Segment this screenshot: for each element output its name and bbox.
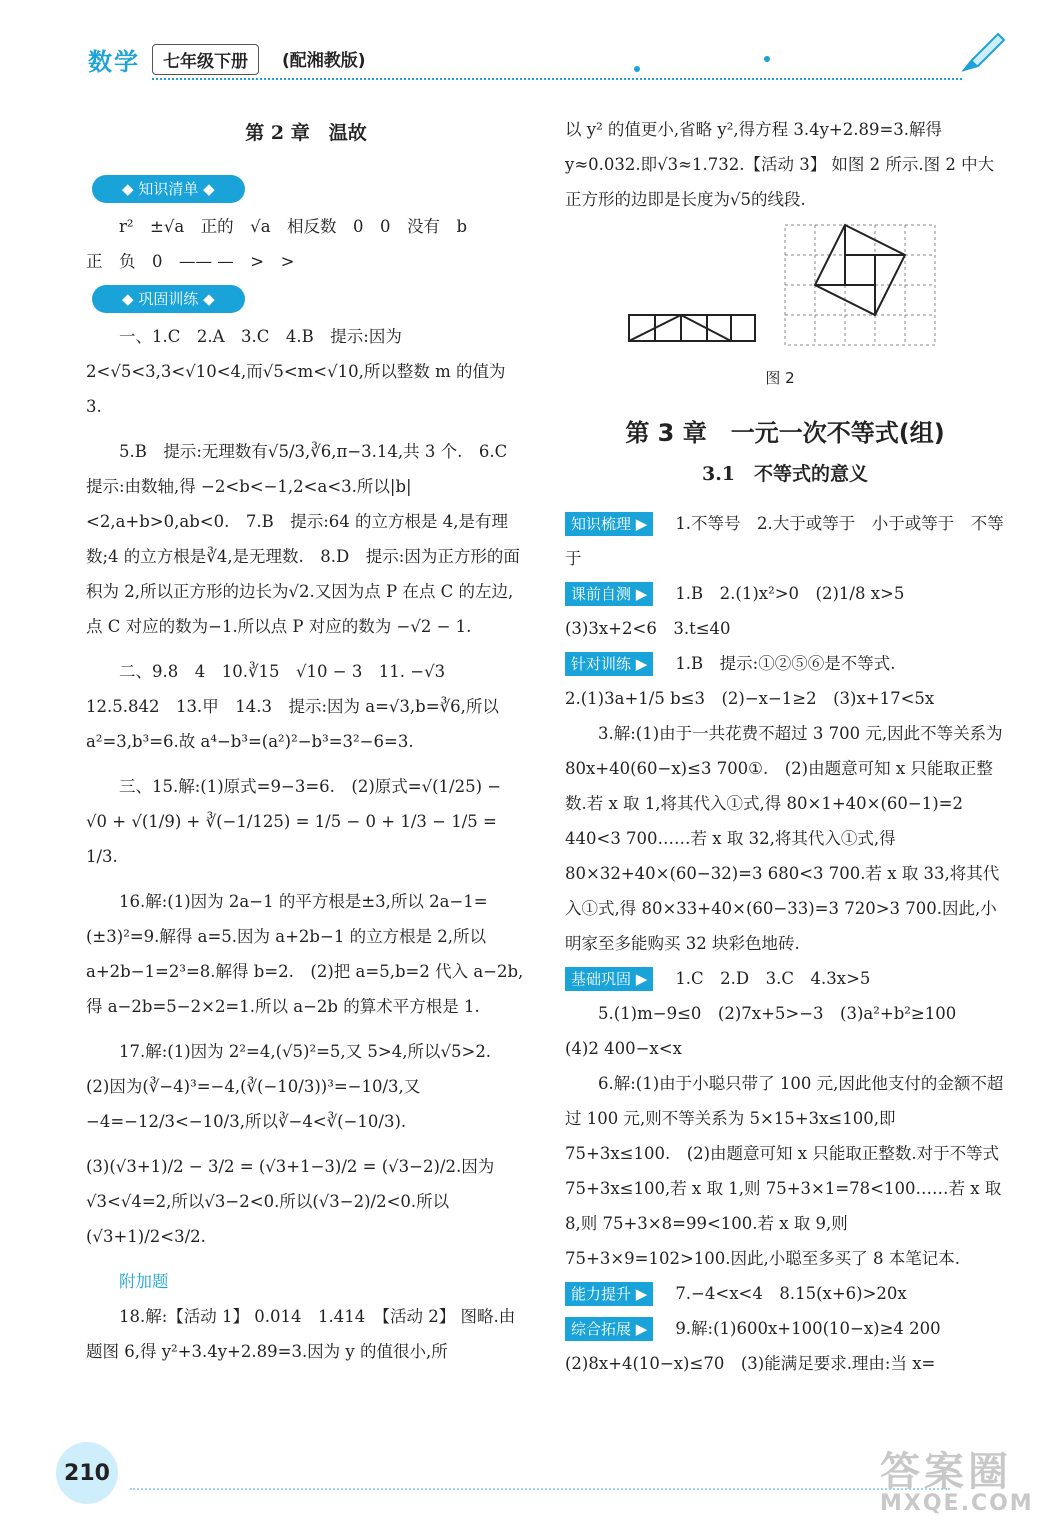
answer-paragraph: 以 y² 的值更小,省略 y²,得方程 3.4y+2.89=3.解得 y≈0.032.即√3≈1.732.【活动 3】 如图 2 所示.图 2 中大正方形的边即是长度为√5的线段. <box>565 120 995 209</box>
header-dot <box>634 66 640 72</box>
tag-comprehensive: 综合拓展 ▶ <box>565 1317 653 1341</box>
tag-ability: 能力提升 ▶ <box>565 1282 653 1306</box>
section-pill-knowledge: ◆ 知识清单 ◆ <box>92 175 245 203</box>
tag-targeted: 针对训练 ▶ <box>565 652 653 676</box>
knowledge-line: r² ±√a 正的 √a 相反数 0 0 没有 b <box>119 217 468 236</box>
page-number: 210 <box>56 1442 118 1504</box>
answer-paragraph: 2.(1)3a+1/5 b≤3 (2)−x−1≥2 (3)x+17<5x <box>565 689 935 708</box>
answer-block: 课前自测 ▶ 1.B 2.(1)x²>0 (2)1/8 x>5 (3)3x+2<6 3.t≤40 <box>565 584 921 638</box>
subject-label: 数学 <box>88 48 140 76</box>
answer-block: 能力提升 ▶ 7.−4<x<4 8.15(x+6)>20x <box>565 1276 1005 1311</box>
answer-paragraph: 16.解:(1)因为 2a−1 的平方根是±3,所以 2a−1=(±3)²=9.解得 a=5.因为 a+2b−1 的立方根是 2,所以 a+2b−1=2³=8.解得 b=2. (2)把 a=5,b=2 代入 a−2b,得 a−2b=5−2×2=1.所以 a−2b 的算术平方根是 1. <box>86 892 524 1016</box>
tag-knowledge-sort: 知识梳理 ▶ <box>565 512 653 536</box>
answer-paragraph: 三、15.解:(1)原式=9−3=6. (2)原式=√(1/25) − √0 + √(1/9) + ∛(−1/125) = 1/5 − 0 + 1/3 − 1/5 = 1/3. <box>86 777 502 866</box>
answer-paragraph: 一、1.C 2.A 3.C 4.B 提示:因为 2<√5<3,3<√10<4,而√5<m<√10,所以整数 m 的值为 3. <box>86 327 506 416</box>
grade-label: 七年级下册 <box>152 44 259 75</box>
answer-paragraph: 17.解:(1)因为 2²=4,(√5)²=5,又 5>4,所以√5>2. (2)因为(∛−4)³=−4,(∛(−10/3))³=−10/3,又 −4=−12/3<−10/3,所以∛−4<∛(−10/3). <box>86 1042 508 1131</box>
answer-paragraph: 5.(1)m−9≤0 (2)7x+5>−3 (3)a²+b²≥100 (4)2 400−x<x <box>565 1004 973 1058</box>
figure-2-diagram <box>625 221 945 361</box>
answer-paragraph: 5.B 提示:无理数有√5/3,∛6,π−3.14,共 3 个. 6.C 提示:由数轴,得 −2<b<−1,2<a<3.所以|b|<2,a+b>0,ab<0. 7.B 提示:64 的立方根是 4,是有理数;4 的立方根是∛4,是无理数. 8.D 提示:因为正方形的面积为 2,所以正方形的边长为√2.又因为点 P 在点 C 的左边,点 C 对应的数为−1.所以点 P 对应的数为 −√2 − 1. <box>86 442 524 636</box>
section-pill-consolidate: ◆ 巩固训练 ◆ <box>92 285 245 313</box>
answer-paragraph: 12.5.842 13.甲 14.3 提示:因为 a=√3,b=∛6,所以 a²=3,b³=6.故 a⁴−b³=(a²)²−b³=3²−6=3. <box>86 697 499 751</box>
chapter2-title: 第 2 章 温故 <box>245 122 367 144</box>
answer-paragraph: 18.解:【活动 1】 0.014 1.414 【活动 2】 图略.由题图 6,得 y²+3.4y+2.89=3.因为 y 的值很小,所 <box>86 1307 516 1361</box>
section-title: 3.1 不等式的意义 <box>701 463 869 485</box>
tag-pre-class: 课前自测 ▶ <box>565 582 653 606</box>
answer-paragraph: 6.解:(1)由于小聪只带了 100 元,因此他支付的金额不超过 100 元,则不等关系为 5×15+3x≤100,即 75+3x≤100. (2)由题意可知 x 只能取正整数.对于不等式 75+3x≤100,若 x 取 1,则 75+3×1=78<100……若 x 取 8,则 75+3×8=99<100.若 x 取 9,则 75+3×9=102>100.因此,小聪至多买了 8 本笔记本. <box>565 1074 1004 1268</box>
knowledge-line: 正 负 0 —— — > > <box>86 252 295 271</box>
pen-icon <box>958 30 1008 74</box>
right-column <box>565 112 1005 1381</box>
watermark: 答案圈 MXQE.COM <box>880 1449 1034 1516</box>
edition-label: (配湘教版) <box>282 51 366 71</box>
answer-paragraph: (3)(√3+1)/2 − 3/2 = (√3+1−3)/2 = (√3−2)/2.因为√3<√4=2,所以√3−2<0.所以(√3−2)/2<0.所以(√3+1)/2<3/2. <box>86 1157 495 1246</box>
header-divider <box>152 78 962 80</box>
answer-block: 针对训练 ▶ 1.B 提示:①②⑤⑥是不等式. <box>565 646 1005 681</box>
figure-caption: 图 2 <box>765 369 795 387</box>
answer-paragraph: 二、9.8 4 10.∛15 √10 − 3 11. −√3 <box>119 662 446 681</box>
answer-block: 知识梳理 ▶ 1.不等号 2.大于或等于 小于或等于 不等于 <box>565 514 1004 568</box>
header-dot <box>764 56 770 62</box>
left-column <box>86 112 526 1369</box>
answer-paragraph: 3.解:(1)由于一共花费不超过 3 700 元,因此不等关系为 80x+40(60−x)≤3 700①. (2)由题意可知 x 只能取正整数.若 x 取 1,将其代入①式,得 80×1+40×(60−1)=2 440<3 700……若 x 取 32,将其代入①式,得 80×32+40×(60−32)=3 680<3 700.若 x 取 33,将其代入①式,得 80×33+40×(60−33)=3 720>3 700.因此,小明家至多能购买 32 块彩色地砖. <box>565 724 1003 953</box>
chapter3-title: 第 3 章 一元一次不等式(组) <box>625 419 945 447</box>
extra-problem-label: 附加题 <box>119 1272 169 1291</box>
footer-divider <box>130 1488 950 1490</box>
tag-basic: 基础巩固 ▶ <box>565 967 653 991</box>
answer-block: 综合拓展 ▶ 9.解:(1)600x+100(10−x)≥4 200 (2)8x+4(10−x)≤70 (3)能满足要求.理由:当 x= <box>565 1319 958 1373</box>
answer-block: 基础巩固 ▶ 1.C 2.D 3.C 4.3x>5 <box>565 961 1005 996</box>
